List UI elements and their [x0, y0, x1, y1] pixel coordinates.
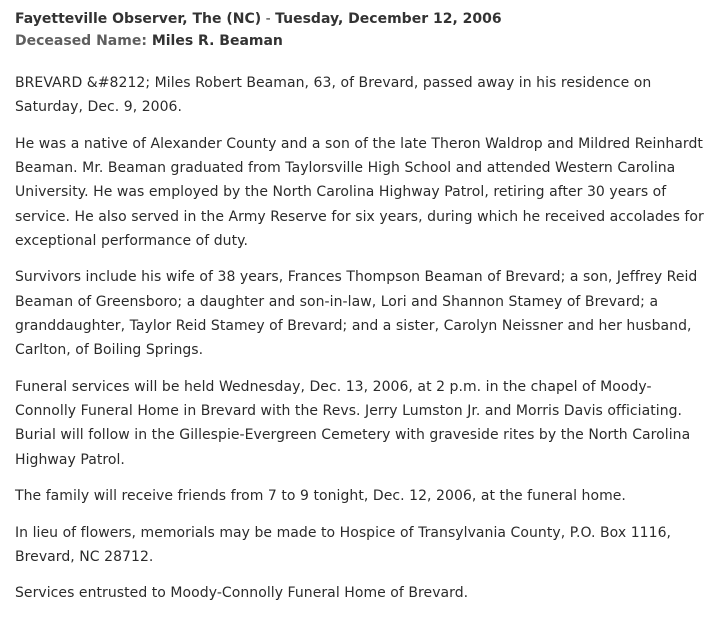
paragraph-line: exceptional performance of duty. — [15, 232, 248, 249]
paragraph-line: He was a native of Alexander County and a son of the late Theron Waldrop and Mildred Reinhardt — [15, 135, 703, 152]
publication-date: Tuesday, December 12, 2006 — [275, 11, 502, 27]
article-body — [15, 71, 710, 606]
paragraph-line: Survivors include his wife of 38 years, Frances Thompson Beaman of Brevard; a son, Jeffrey Reid — [15, 269, 698, 286]
paragraph-line: Connolly Funeral Home in Brevard with the Revs. Jerry Lumston Jr. and Morris Davis officiating. — [15, 403, 683, 420]
deceased-label: Deceased Name: — [15, 33, 147, 49]
paragraph-line: granddaughter, Taylor Reid Stamey of Brevard; and a sister, Carolyn Neissner and her husband, — [15, 318, 692, 335]
paragraph-line: Beaman. Mr. Beaman graduated from Taylorsville High School and attended Western Carolina — [15, 160, 676, 177]
paragraph-line: BREVARD &#8212; Miles Robert Beaman, 63, of Brevard, passed away in his residence on — [15, 75, 652, 91]
article-header — [15, 8, 710, 30]
paragraph-line: service. He also served in the Army Reserve for six years, during which he received accolades for — [15, 208, 704, 225]
article-paragraph — [15, 375, 710, 472]
paragraph-line: In lieu of flowers, memorials may be made to Hospice of Transylvania County, P.O. Box 1116, — [15, 524, 672, 541]
article-paragraph — [15, 581, 710, 605]
paragraph-line: Services entrusted to Moody-Connolly Funeral Home of Brevard. — [15, 585, 469, 602]
paragraph-line: Carlton, of Boiling Springs. — [15, 342, 204, 359]
paragraph-line: Burial will follow in the Gillespie-Evergreen Cemetery with graveside rites by the North Carolina — [15, 427, 691, 444]
article-paragraph — [15, 265, 710, 362]
paragraph-line: Beaman of Greensboro; a daughter and son-in-law, Lori and Shannon Stamey of Brevard; a — [15, 293, 659, 310]
article-paragraph — [15, 71, 710, 120]
header-separator: - — [261, 11, 276, 27]
paragraph-line: University. He was employed by the North Carolina Highway Patrol, retiring after 30 years of — [15, 184, 667, 201]
publication-name: Fayetteville Observer, The (NC) — [15, 11, 262, 27]
article-paragraph — [15, 484, 710, 508]
paragraph-line: The family will receive friends from 7 to 9 tonight, Dec. 12, 2006, at the funeral home. — [15, 488, 626, 505]
paragraph-line: Funeral services will be held Wednesday, Dec. 13, 2006, at 2 p.m. in the chapel of Moody- — [15, 378, 652, 395]
article-paragraph — [15, 521, 710, 570]
paragraph-line: Highway Patrol. — [15, 451, 125, 468]
deceased-line — [15, 30, 710, 52]
deceased-name: Miles R. Beaman — [151, 33, 283, 49]
paragraph-line: Brevard, NC 28712. — [15, 548, 154, 565]
article-paragraph — [15, 132, 710, 253]
paragraph-line: Saturday, Dec. 9, 2006. — [15, 99, 183, 116]
